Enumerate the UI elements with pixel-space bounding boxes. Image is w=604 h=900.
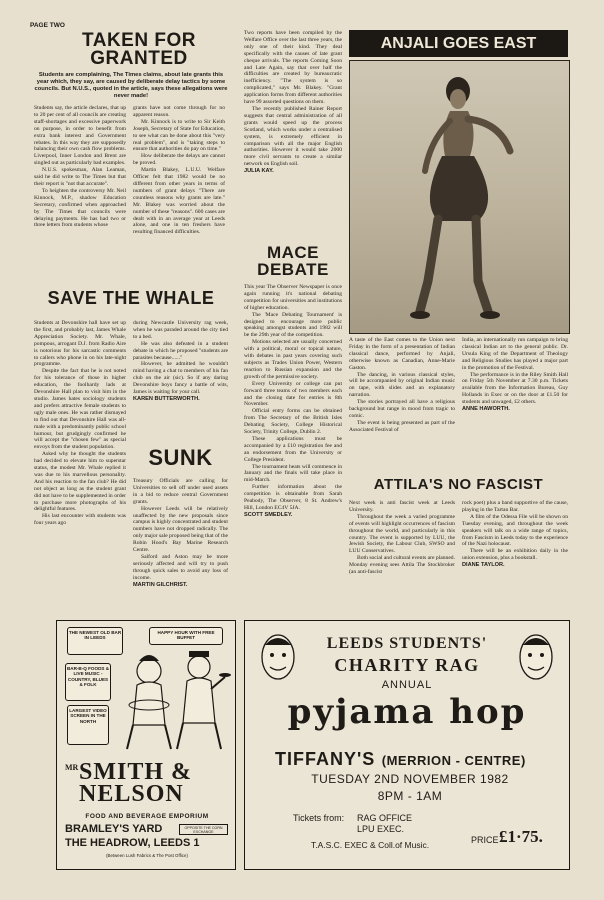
- rag-venue-note: (MERRION - CENTRE): [381, 753, 526, 768]
- rag-venue-row: [275, 749, 545, 770]
- rag-mascot-left-icon: [257, 631, 299, 687]
- granted-column-2: [133, 105, 225, 285]
- granted-paragraph: To heighten the controversy Mr. Neil Kinnock, M.P., shadow Education Secretary, confirmed when approached by The Times that councils were delaying payments. He has had two or three letters from students whose: [34, 187, 126, 229]
- anjali-paragraph: The stories portrayed all have a religious background but range in mood from tragic to comic.: [349, 399, 455, 419]
- mace-paragraph: Further information about the competition is obtainable from Sarah Peabody, The Observer, 8 St. Andrew's Hill, London EC4V 5JA.: [244, 484, 342, 511]
- ad-tagline: FOOD AND BEVERAGE EMPORIUM: [85, 813, 209, 820]
- ad-brand-line2: NELSON: [79, 781, 184, 807]
- attila-column-2: [462, 500, 568, 612]
- rag-line-3: ANNUAL: [381, 679, 433, 691]
- waiter-cartoon-icon: [113, 645, 231, 757]
- granted-column-1: [34, 105, 126, 285]
- rag-tickets-from-2: LPU EXEC.: [357, 824, 405, 834]
- granted-paragraph: Students say, the article declares, that up to 20 per cent of all councils are creating staff-shortages and excessive paperwork on purpose, in order to benefit from extra bank interest and Government rebates. In this way they are supposedly balancing their own cash flow problems. Liverpool, Inner London and Brent are singled out as particularly bad examples.: [34, 105, 126, 167]
- ad-address-line1: BRAMLEY'S YARD: [65, 823, 163, 835]
- smith-nelson-ad: [56, 620, 236, 870]
- whale-paragraph: His last encounter with students was four years ago: [34, 513, 126, 527]
- rag-line-1: LEEDS STUDENTS': [326, 635, 488, 652]
- anjali-column-2: [462, 337, 568, 465]
- ad-bubble-video-screen: LARGEST VIDEO SCREEN IN THE NORTH: [67, 705, 109, 745]
- mace-headline: MACE DEBATE: [257, 243, 329, 279]
- ad-address-note: OPPOSITE THE CORN EXCHANGE: [179, 824, 228, 835]
- granted-paragraph: How deliberate the delays are cannot be proved.: [133, 153, 225, 167]
- whale-paragraph: Despite the fact that he is not noted for his tolerance of those in higher education, the foolhardy lads at Devonshire Hall plan to visit him in the studio. James hates sociology students and prefers attractive female students to ugly male ones. He was rather dismayed to find out that Devonshire Hall was all-male with a predominantly public school humour, but grudgingly confirmed he will accept the "chosen few" as special envoys from the student population.: [34, 368, 126, 451]
- granted-paragraph: Mr. Kinnock is to write to Sir Keith Joseph, Secretary of State for Education, to see what can be done about this "very real problem", and is "taking steps to ensure that authorities do pay on time.": [133, 118, 225, 153]
- whale-paragraph: Students at Devonshire hall have set up the first, and probably last, James Whale Appreciation Society. Mr. Whale, pompous, arrogant D.J. from Radio Aire is notorious for his sarcastic comments to callers who phone in on his late-night programme.: [34, 320, 126, 368]
- whale-column-2: [133, 320, 228, 435]
- sunk-column: [133, 478, 228, 612]
- rag-tickets-from-1: RAG OFFICE: [357, 813, 413, 823]
- rag-tickets-label: Tickets from:: [293, 813, 345, 823]
- dancer-figure-icon: [350, 61, 569, 333]
- rag-line-2: CHARITY RAG: [334, 655, 480, 675]
- rag-date: TUESDAY 2ND NOVEMBER 1982: [311, 772, 509, 786]
- rag-time: 8PM - 1AM: [377, 789, 443, 803]
- anjali-paragraph: The performance is in the Riley Smith Hall on Friday 5th November at 7.30 p.m. Tickets available from the Information Bureau, Guy Hollands in Exec or on the door at £1.50 for students and unwaged, £2 others.: [462, 371, 568, 406]
- anjali-paragraph: The dancing, in various classical styles, will be accompanied by original Indian music on tape, with slides and an explanatory narration.: [349, 371, 455, 399]
- rag-price: £1·75.: [499, 827, 543, 846]
- whale-column-1: [34, 320, 126, 610]
- whale-headline: SAVE THE WHALE: [47, 288, 215, 308]
- attila-paragraph: A film of the Odessa File will be shown on Tuesday evening, and throughout the week speakers will talk on a wide range of topics, from Fascism in Leeds today to the experience of the Nazi holocaust.: [462, 513, 568, 548]
- granted-continuation: [244, 30, 342, 238]
- sunk-headline: SUNK: [148, 445, 213, 470]
- mace-column: [244, 284, 342, 614]
- anjali-paragraph: A taste of the East comes to the Union next Friday in the form of a presentation of Indian classical dance, performed by Anjali, otherwise known as Canadian, Anne-Marie Gaston.: [349, 337, 455, 371]
- rag-pyjama-hop-ad: [244, 620, 570, 870]
- whale-paragraph: He was also defeated in a student debate in which he proposed "students are parasites because......": [133, 340, 228, 361]
- mace-paragraph: The tournament heats will commence in January and the finals will take place in mid-March.: [244, 463, 342, 484]
- anjali-headline: ANJALI GOES EAST: [349, 30, 568, 57]
- rag-price-label: PRICE: [471, 835, 499, 845]
- sunk-byline: MARTIN GILCHRIST.: [133, 581, 188, 588]
- mace-paragraph: These applications must be accompanied by a £10 registration fee and an endorsement from the University or College President.: [244, 435, 342, 463]
- granted-byline: JULIA KAY.: [244, 168, 274, 175]
- mace-paragraph: Official entry forms can be obtained from The Secretary of the British Isles Debating Society, College Historical Society, Trinity College, Dublin 2.: [244, 408, 342, 436]
- granted-headline: TAKEN FOR GRANTED: [82, 30, 196, 70]
- granted-standfirst: Students are complaining, The Times claims, about late grants this year which, they say, are caused by deliberate delay tactics by some councils. But N.U.S., quoted in the article, says these allegations were never made!: [34, 72, 228, 99]
- mace-paragraph: Every University or college can put forward three teams of two members each and the closing date for entries is 8th November.: [244, 380, 342, 408]
- attila-paragraph: Both social and cultural events are planned. Monday evening sees Attila The Stockbroker (an anti-fascist: [349, 555, 455, 576]
- ad-footnote: (Between Lush Fabrics & The Post Office): [106, 853, 188, 858]
- whale-paragraph: during Newcastle University rag week, when he was paraded around the city tied to a bed.: [133, 320, 228, 340]
- rag-line-4: pyjama hop: [287, 692, 527, 732]
- dancer-photo: [349, 60, 570, 334]
- ad-address-line2: THE HEADROW, LEEDS 1: [65, 837, 200, 849]
- ad-brand-prefix: MR: [65, 763, 79, 772]
- attila-paragraph: Next week is anti fascist week at Leeds University.: [349, 500, 455, 513]
- rag-mascot-right-icon: [515, 631, 557, 687]
- rag-tickets-from-3: T.A.S.C. EXEC & Coll.of Music.: [311, 840, 430, 850]
- attila-headline: ATTILA'S NO FASCIST: [373, 476, 544, 493]
- whale-byline: KAREN BUTTERWORTH.: [133, 395, 200, 402]
- sunk-paragraph: However Leeds will be relatively unaffected by the new proposals since campus is highly concentrated and student numbers have not dropped radically. The only major sale proposed being that of the Robin Hood's Bay Marine Research Centre.: [133, 505, 228, 554]
- page-label: PAGE TWO: [30, 22, 65, 29]
- sunk-paragraph: Treasury Officials are calling for Universities to sell off under used assets in a bid to reduce central Government grants.: [133, 478, 228, 505]
- ad-brand-line1: SMITH &: [79, 759, 193, 785]
- anjali-byline: ANNE HAWORTH.: [462, 406, 510, 413]
- attila-byline: DIANE TAYLOR.: [462, 562, 505, 569]
- ad-bubble-newest-bar: THE NEWEST OLD BAR IN LEEDS: [67, 627, 123, 655]
- granted-paragraph: Martin Blakey, L.U.U. Welfare Officer felt that 1982 would be no different from other years in terms of numbers of grant delays "There are countless reasons why grants are late." Mr. Blakey was worried about the number of these "reasons". 600 cases are dealt with in an average year at Leeds alone, and one in ten freshers have resulting financed difficulties.: [133, 167, 225, 236]
- mace-paragraph: This year The Observer Newspaper is once again running it's national debating competition for universities and institutions of higher education.: [244, 284, 342, 311]
- rag-venue: TIFFANY'S: [275, 749, 376, 769]
- attila-paragraph: Throughout the week a varied programme of events will highlight occurrences of fascism throughout the world, and particularly in this country. The event is supported by LUU, the Jewish Society, the Labour Club, SWSO and LUU Conservatives.: [349, 513, 455, 555]
- granted-paragraph: N.U.S. spokesman, Alan Leaman, said he did write to The Times but that their report is "not that accurate".: [34, 167, 126, 187]
- ad-bubble-happy-hour: HAPPY HOUR WITH FREE BUFFET: [149, 627, 223, 645]
- anjali-paragraph: The event is being presented as part of the Associated Festival of: [349, 419, 455, 433]
- sunk-paragraph: Salford and Aston may be more seriously affected and will try to push through quick sales to avoid any loss of income.: [133, 553, 228, 581]
- granted-continuation-paragraph: Two reports have been compiled by the Welfare Office over the last three years, the only one of their kind. They deal specifically with the causes of late grant cheque arrivals. The reports Coming Soon and Late Again, say that over half the difficulties are created by bureaucratic inefficiency. "The system is so complicated," says Mr. Blakey. "Grant application forms from different authorities have 99 assorted questions on them.: [244, 30, 342, 106]
- anjali-paragraph: India, an internationally run campaign to bring classical Indian art to the general public. Dr. Ursula King of the Department of Theology and Religious Studies has played a major part in the promotion of the Festival.: [462, 337, 568, 371]
- anjali-column-1: [349, 337, 455, 465]
- ad-bubble-bbq-music: BAR-B-Q FOODS & LIVE MUSIC - COUNTRY, BLUES & FOLK: [65, 663, 111, 701]
- granted-paragraph: grants have not come through for no apparent reason.: [133, 105, 225, 118]
- ad-brand-block: [65, 761, 225, 811]
- whale-paragraph: However, he admitted he wouldn't mind having a chat to members of his fan club on the air (sic). So if any daring Devonshire boys fancy a battle of wits, James is waiting for your call.: [133, 361, 228, 396]
- attila-paragraph: rock poet) plus a band supportive of the cause, playing in the Tartan Bar.: [462, 500, 568, 513]
- whale-paragraph: Asked why he thought the students had decided to elevate him to superstar status, the modest Mr. Whale replied it was due to his marvellous personality. And his reaction to the fan club? He did not object as long as the student grant did not have to be supplemented in order to purchase more photographs of his delightful features.: [34, 451, 126, 513]
- granted-continuation-paragraph: The recently published Rainer Report suggests that central administration of all grants would speed up the process Scotland, which works under a centralised system, is extremely efficient in comparison with all the major English authorities. However it would take 2000 more civil servants to create a similar network on English soil.: [244, 105, 342, 168]
- attila-column-1: [349, 500, 455, 612]
- mace-byline: SCOTT SMEDLEY.: [244, 511, 293, 518]
- mace-paragraph: Motions selected are usually concerned with a political, moral or topical nature, with debates in past years covering such subjects as Trades Union Power, Western reaction to Russian expansion and the growth of the permissive society.: [244, 339, 342, 380]
- mace-paragraph: The 'Mace Debating Tournament' is designed to encourage more public speaking amongst students and 1982 will be the 29th year of the competition.: [244, 311, 342, 339]
- attila-paragraph: There will be an exhibition daily in the union extension, plus a bookstall.: [462, 548, 568, 562]
